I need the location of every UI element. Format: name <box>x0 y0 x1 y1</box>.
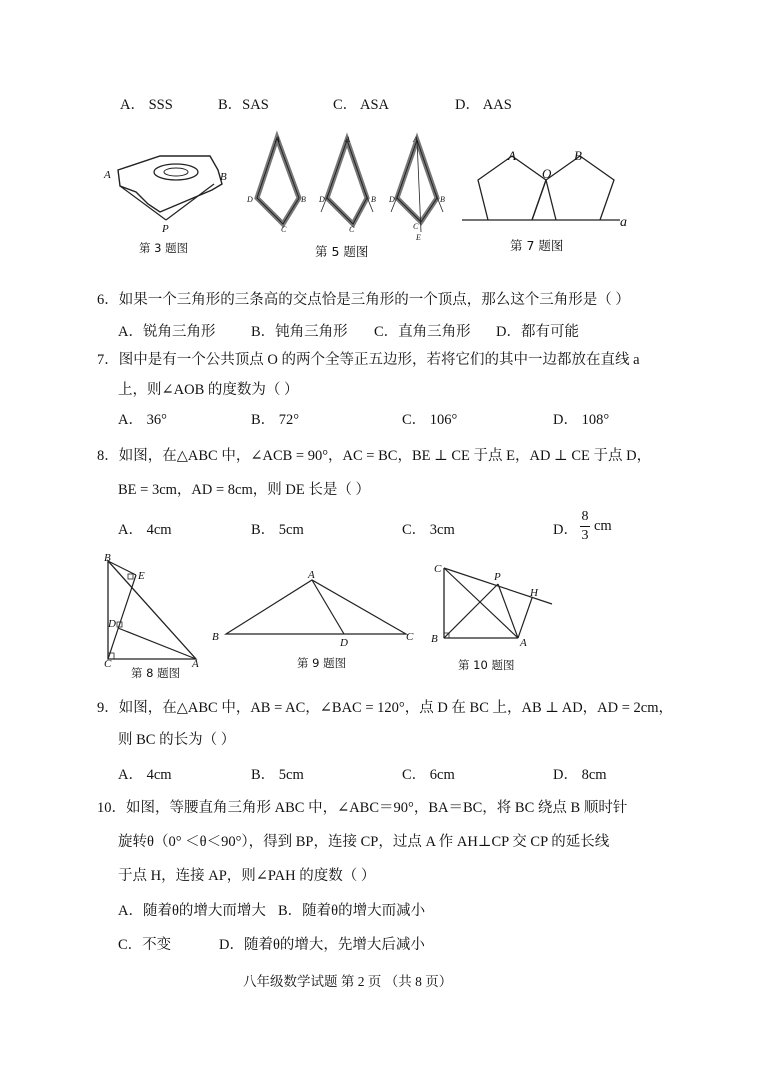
option-b: B．SAS <box>218 97 269 113</box>
q6-option-c: C．直角三角形 <box>374 324 471 340</box>
fig5-label-e3: E <box>416 233 421 242</box>
fig10-label-a: A <box>520 637 527 649</box>
fig5-label-c3: C <box>413 222 419 231</box>
q6-option-b: B．钝角三角形 <box>251 324 348 340</box>
fig9-caption: 第 9 题图 <box>297 656 347 670</box>
figure-9 <box>210 568 420 648</box>
q9-option-d: D． 8cm <box>553 767 607 783</box>
fig10-label-h: H <box>530 587 538 599</box>
fig5-label-d1: D <box>247 195 253 204</box>
q6-option-a: A．锐角三角形 <box>118 324 216 340</box>
q9-option-c: C． 6cm <box>402 767 455 783</box>
fig5-label-b1: B <box>301 195 306 204</box>
q8-line2: BE = 3cm，AD = 8cm，则 DE 长是（ ） <box>118 482 370 498</box>
fig5-caption: 第 5 题图 <box>315 244 369 259</box>
fig8-label-b: B <box>104 552 111 564</box>
q6-stem: 6．如果一个三角形的三条高的交点恰是三角形的一个顶点，那么这个三角形是（ ） <box>97 292 630 308</box>
fig3-label-b: B <box>220 171 227 183</box>
fig10-label-p: P <box>494 571 501 583</box>
option-c: C． ASA <box>333 97 390 113</box>
q10-option-b: B．随着θ的增大而减小 <box>278 903 426 919</box>
q8-option-a: A． 4cm <box>118 522 172 538</box>
q6-option-d: D．都有可能 <box>496 324 579 340</box>
q7-option-d: D． 108° <box>553 412 610 428</box>
q9-line2: 则 BC 的长为（ ） <box>118 732 236 748</box>
q7-line2: 上，则∠AOB 的度数为（ ） <box>118 382 299 398</box>
figure-8 <box>100 552 210 670</box>
q9-option-a: A． 4cm <box>118 767 172 783</box>
q10-line2: 旋转θ（0° ＜θ＜90°），得到 BP，连接 CP，过点 A 作 AH⊥CP 交 CP 的延长线 <box>118 834 610 850</box>
fig3-caption: 第 3 题图 <box>139 241 189 255</box>
fig7-label-o: O <box>542 166 552 181</box>
fraction-denominator: 3 <box>581 528 589 543</box>
q9-line1: 9．如图，在△ABC 中，AB = AC，∠BAC = 120°，点 D 在 BC 上，AB ⊥ AD，AD = 2cm， <box>97 700 674 716</box>
q8-option-b: B． 5cm <box>251 522 304 538</box>
fig10-caption: 第 10 题图 <box>458 658 515 672</box>
q7-option-c: C． 106° <box>402 412 458 428</box>
fig5-label-d2: D <box>319 195 325 204</box>
fig3-label-p: P <box>162 223 169 235</box>
q7-line1: 7．图中是有一个公共顶点 O 的两个全等正五边形，若将它们的其中一边都放在直线 a <box>97 352 640 368</box>
fig5-label-a2: A <box>345 135 350 144</box>
figure-7 <box>460 142 640 232</box>
fig5-label-b2: B <box>371 195 376 204</box>
fig8-label-c: C <box>104 658 112 670</box>
fig5-label-a1: A <box>275 135 280 144</box>
fig7-label-line-a: a <box>620 215 627 230</box>
fig7-caption: 第 7 题图 <box>510 238 564 253</box>
q7-option-a: A． 36° <box>118 412 167 428</box>
fig9-label-c: C <box>406 631 414 643</box>
fig9-label-b: B <box>212 631 219 643</box>
option-d: D． AAS <box>455 97 512 113</box>
fraction-numerator: 8 <box>581 509 589 524</box>
fig9-label-a: A <box>308 569 315 581</box>
q8-option-d: D． <box>553 522 578 538</box>
q8-option-d-unit: cm <box>594 518 612 534</box>
q10-option-d: D．随着θ的增大，先增大后减小 <box>219 937 425 953</box>
fig5-label-a3: A <box>413 135 418 144</box>
figure-3 <box>100 140 240 240</box>
fig5-label-d3: D <box>389 195 395 204</box>
q8-line1: 8．如图，在△ABC 中，∠ACB = 90°，AC = BC，BE ⊥ CE 于点 E，AD ⊥ CE 于点 D， <box>97 448 652 464</box>
fig8-label-a: A <box>192 658 199 670</box>
fraction-bar <box>580 526 590 527</box>
figure-5 <box>245 132 455 242</box>
fig9-label-d: D <box>340 637 348 649</box>
fig3-label-a: A <box>104 169 111 181</box>
fig5-label-b3: B <box>440 195 445 204</box>
fig5-label-c1: C <box>281 225 287 234</box>
q8-option-c: C． 3cm <box>402 522 455 538</box>
figure-10 <box>428 560 558 650</box>
fig10-label-b: B <box>431 633 438 645</box>
q10-line1: 10．如图，等腰直角三角形 ABC 中，∠ABC＝90°，BA＝BC，将 BC 绕点 B 顺时针 <box>97 800 628 816</box>
option-a: A． SSS <box>120 97 173 113</box>
q10-option-a: A．随着θ的增大而增大 <box>118 903 266 919</box>
fig8-label-d: D <box>108 618 116 630</box>
fig7-label-b: B <box>574 148 582 163</box>
fig8-caption: 第 8 题图 <box>131 666 181 680</box>
q9-option-b: B． 5cm <box>251 767 304 783</box>
q10-option-c: C．不变 <box>118 937 172 953</box>
fig5-label-c2: C <box>349 225 355 234</box>
q10-line3: 于点 H，连接 AP，则∠PAH 的度数（ ） <box>118 868 376 884</box>
q7-option-b: B． 72° <box>251 412 300 428</box>
fig8-label-e: E <box>138 570 145 582</box>
fig10-label-c: C <box>434 563 442 575</box>
fig7-label-a: A <box>508 148 516 163</box>
page-footer: 八年级数学试题 第 2 页 （共 8 页） <box>243 974 453 989</box>
q8-option-d-fraction <box>580 510 590 543</box>
